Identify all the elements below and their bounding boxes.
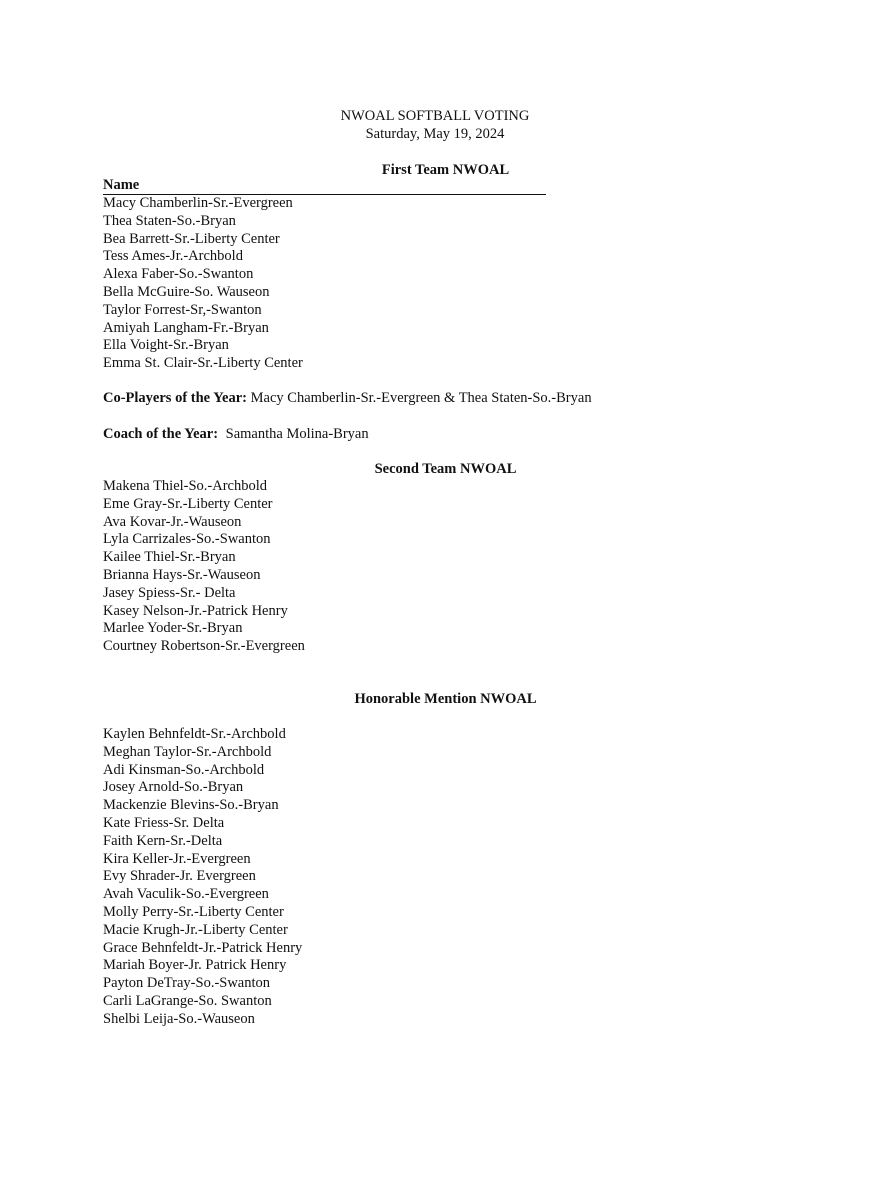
- list-item: Payton DeTray-So.-Swanton: [103, 975, 271, 992]
- co-players-value: Macy Chamberlin-Sr.-Evergreen & Thea Staten-So.-Bryan: [250, 390, 592, 406]
- list-item: Macy Chamberlin-Sr.-Evergreen: [103, 195, 293, 211]
- co-players-label: Co-Players of the Year:: [103, 390, 248, 406]
- list-item: Taylor Forrest-Sr,-Swanton: [103, 301, 262, 318]
- list-item: Kira Keller-Jr.-Evergreen: [103, 850, 251, 867]
- list-item: Evy Shrader-Jr. Evergreen: [103, 868, 256, 885]
- list-item: Courtney Robertson-Sr.-Evergreen: [103, 638, 305, 655]
- list-item: Alexa Faber-So.-Swanton: [103, 266, 254, 283]
- list-item: Mariah Boyer-Jr. Patrick Henry: [103, 957, 287, 974]
- list-item: Kaylen Behnfeldt-Sr.-Archbold: [103, 726, 286, 742]
- coach-value: Samantha Molina-Bryan: [225, 426, 369, 442]
- list-item: Mackenzie Blevins-So.-Bryan: [103, 797, 279, 814]
- list-item: Faith Kern-Sr.-Delta: [103, 832, 223, 849]
- second-team-heading: Second Team NWOAL: [374, 461, 517, 477]
- list-item: Grace Behnfeldt-Jr.-Patrick Henry: [103, 939, 303, 956]
- coach-label: Coach of the Year:: [103, 426, 219, 442]
- document-date: Saturday, May 19, 2024: [365, 126, 505, 142]
- list-item: Eme Gray-Sr.-Liberty Center: [103, 495, 273, 512]
- list-item: Kasey Nelson-Jr.-Patrick Henry: [103, 602, 288, 619]
- list-item: Tess Ames-Jr.-Archbold: [103, 248, 243, 265]
- honorable-mention-list: [103, 726, 302, 1029]
- honorable-mention-heading: Honorable Mention NWOAL: [354, 691, 537, 707]
- second-team-list: [103, 478, 305, 656]
- list-item: Meghan Taylor-Sr.-Archbold: [103, 743, 272, 760]
- first-team-list: [103, 195, 303, 373]
- list-item: Lyla Carrizales-So.-Swanton: [103, 531, 271, 548]
- coach-of-year: [103, 425, 369, 443]
- list-item: Bella McGuire-So. Wauseon: [103, 283, 270, 300]
- list-item: Macie Krugh-Jr.-Liberty Center: [103, 921, 288, 938]
- list-item: Ava Kovar-Jr.-Wauseon: [103, 513, 242, 530]
- list-item: Carli LaGrange-So. Swanton: [103, 992, 272, 1009]
- list-item: Josey Arnold-So.-Bryan: [103, 779, 244, 796]
- document-title: NWOAL SOFTBALL VOTING: [340, 108, 530, 124]
- list-item: Makena Thiel-So.-Archbold: [103, 478, 268, 494]
- list-item: Kailee Thiel-Sr.-Bryan: [103, 549, 236, 566]
- list-item: Brianna Hays-Sr.-Wauseon: [103, 566, 261, 583]
- list-item: Kate Friess-Sr. Delta: [103, 814, 225, 831]
- list-item: Ella Voight-Sr.-Bryan: [103, 337, 229, 354]
- list-item: Jasey Spiess-Sr.- Delta: [103, 584, 236, 601]
- list-item: Adi Kinsman-So.-Archbold: [103, 761, 265, 778]
- co-players-of-year: [103, 389, 592, 407]
- list-item: Amiyah Langham-Fr.-Bryan: [103, 319, 269, 336]
- list-item: Molly Perry-Sr.-Liberty Center: [103, 903, 284, 920]
- first-team-heading: First Team NWOAL: [381, 162, 510, 178]
- list-item: Thea Staten-So.-Bryan: [103, 212, 236, 229]
- list-item: Bea Barrett-Sr.-Liberty Center: [103, 230, 280, 247]
- list-item: Emma St. Clair-Sr.-Liberty Center: [103, 355, 303, 372]
- list-item: Marlee Yoder-Sr.-Bryan: [103, 620, 243, 637]
- list-item: Avah Vaculik-So.-Evergreen: [103, 886, 269, 903]
- list-item: Shelbi Leija-So.-Wauseon: [103, 1010, 255, 1027]
- name-column-header: Name: [103, 177, 546, 195]
